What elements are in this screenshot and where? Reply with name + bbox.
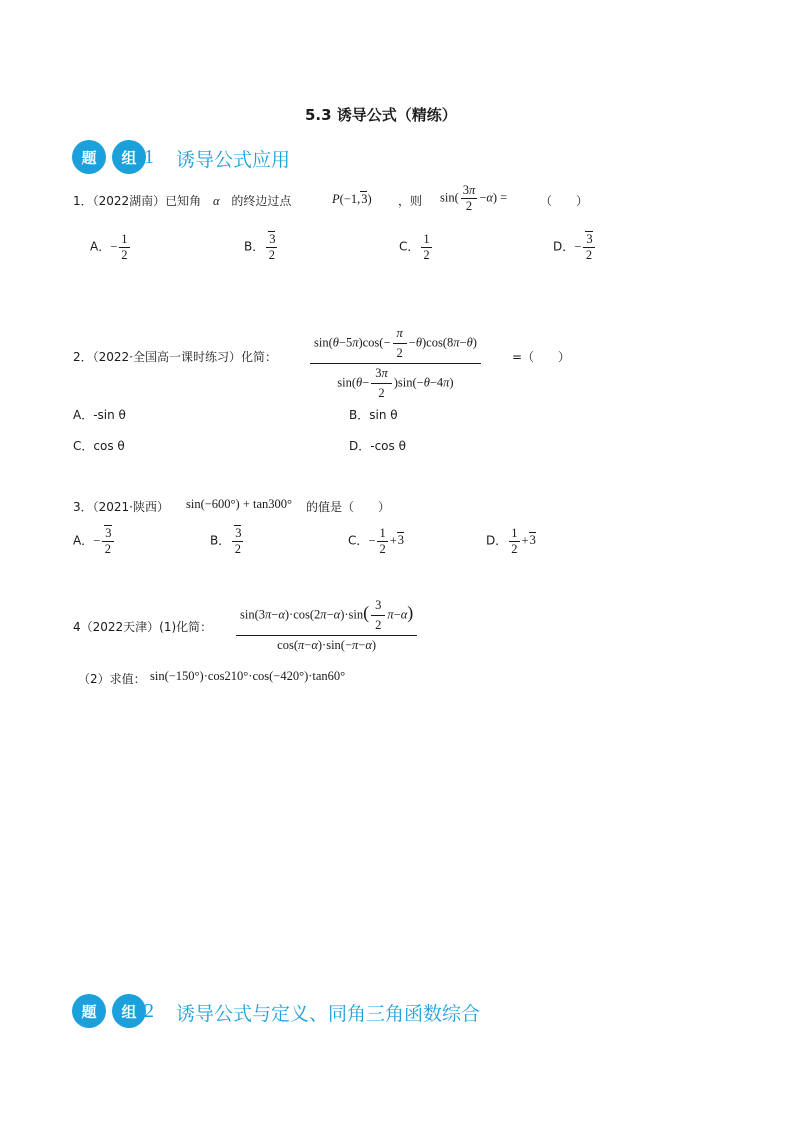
option-b[interactable]: B． $\frac{3}{2}$	[210, 526, 242, 556]
option-c[interactable]: C． $\frac{1}{2}$	[399, 232, 430, 262]
alpha-symbol: α	[213, 194, 220, 208]
option-d[interactable]: D． $\frac{1}{2}$ +3	[486, 526, 536, 556]
group-badge-ti: 题	[72, 994, 106, 1028]
answer-paren: （ ）	[540, 194, 589, 208]
question-3-prefix: 3．（2021·陕西）	[73, 500, 169, 514]
question-3-suffix: 的值是（ ）	[306, 500, 391, 514]
group-number: 2	[144, 1000, 154, 1022]
question-2-prefix: 2．（2022·全国高一课时练习）化简：	[73, 350, 277, 364]
point-expression: P(−1,3)	[332, 192, 372, 206]
option-c[interactable]: C．− $\frac{1}{2}$ +3	[348, 526, 405, 556]
question-4-part2-expression: sin(−150°)·cos210°·cos(−420°)·tan60°	[150, 669, 346, 683]
question-4-prefix: 4（2022天津）(1)化简：	[73, 620, 213, 634]
question-1-then: ，则	[398, 194, 423, 208]
option-b[interactable]: B．sin θ	[349, 408, 398, 422]
group-title: 诱导公式应用	[176, 149, 291, 171]
group-badge-zu: 组	[112, 994, 146, 1028]
question-4-part2-prefix: （2）求值：	[78, 672, 146, 686]
option-a[interactable]: A．-sin θ	[73, 408, 126, 422]
option-d[interactable]: D．-cos θ	[349, 439, 406, 453]
option-c[interactable]: C．cos θ	[73, 439, 125, 453]
question-1-mid: 的终边过点	[231, 194, 292, 208]
option-b[interactable]: B． $\frac{3}{2}$	[244, 232, 276, 262]
group-number: 1	[144, 146, 154, 168]
group-title: 诱导公式与定义、同角三角函数综合	[176, 1003, 481, 1025]
question-2-fraction: sin(θ−5π)cos(− $\frac{\pi}{2}$ −θ)cos(8π−θ) sin(θ− $\frac{3\pi}{2}$ )sin(−θ−4π)	[310, 326, 481, 401]
option-a[interactable]: A．− $\frac{3}{2}$	[73, 526, 112, 556]
question-4-fraction: sin(3π−α)·cos(2π−α)·sin( $\frac{3}{2}$ π−α) cos(π−α)·sin(−π−α)	[236, 598, 417, 653]
page-title: 5.3 诱导公式（精练）	[305, 106, 457, 124]
question-2-suffix: =（ ）	[512, 350, 571, 364]
group-badge-zu: 组	[112, 140, 146, 174]
option-a[interactable]: A．− $\frac{1}{2}$	[90, 232, 128, 262]
question-3-expression: sin(−600°) + tan300°	[186, 497, 293, 511]
option-d[interactable]: D．− $\frac{3}{2}$	[553, 232, 593, 262]
question-1-prefix: 1．（2022湖南）已知角	[73, 194, 202, 208]
question-1-expression: sin( $\frac{3\pi}{2}$ −α) =	[440, 183, 508, 213]
group-badge-ti: 题	[72, 140, 106, 174]
